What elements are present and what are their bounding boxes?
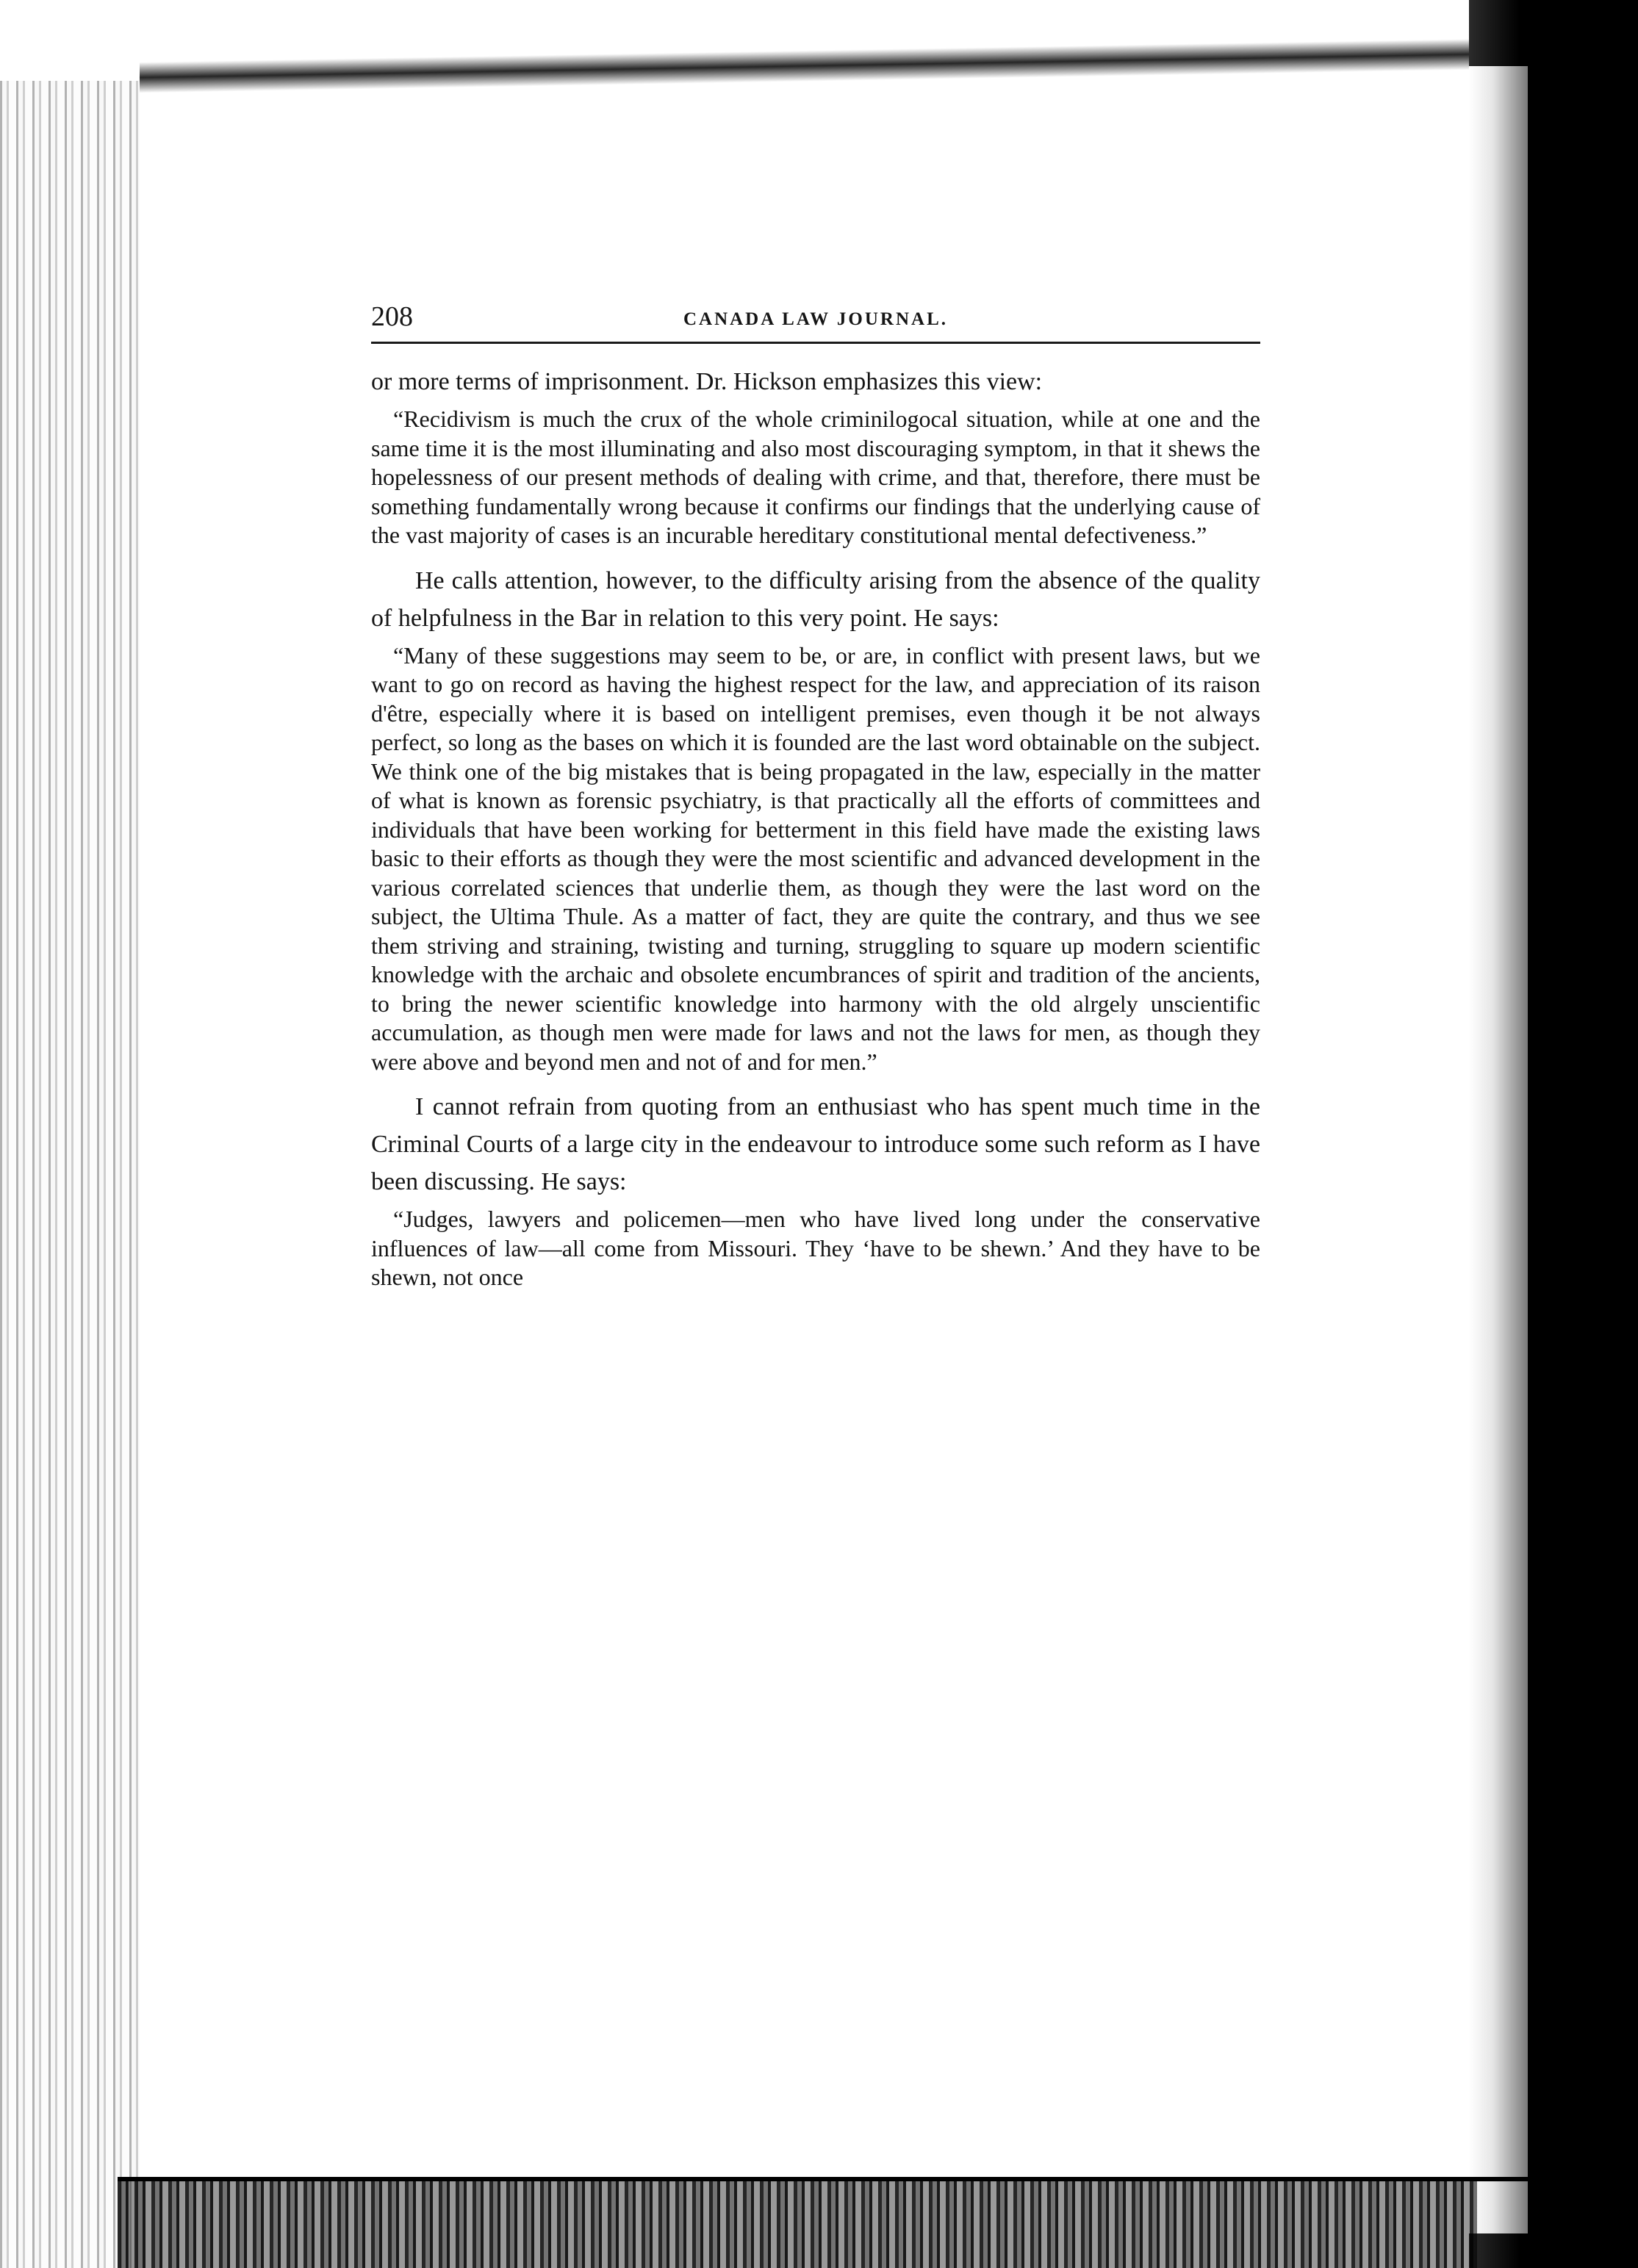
paragraph-enthusiast: I cannot refrain from quoting from an enthusiast who has spent much time in the Criminal Courts of a large city in the endeavour to introduce some such reform as I have been discussing. He says: bbox=[371, 1093, 1260, 1195]
running-head bbox=[371, 290, 1260, 344]
body-text bbox=[371, 363, 1260, 1292]
paragraph-intro: or more terms of imprisonment. Dr. Hickson emphasizes this view: bbox=[371, 368, 1043, 395]
scan-top-border bbox=[140, 17, 1536, 93]
paragraph-bar-helpfulness: He calls attention, however, to the difficulty arising from the absence of the quality of helpfulness in the Bar in relation to this very point. He says: bbox=[371, 566, 1260, 632]
document-page bbox=[371, 290, 1260, 1292]
quote-recidivism: “Recidivism is much the crux of the whole criminilogocal situation, while at one and the same time it is the most illuminating and also most discouraging symptom, in that it shews the hopelessness of our present methods of dealing with crime, and that, therefore, there must be something fundamentally wrong because it confirms our findings that the underlying cause of the vast majority of cases is an incurable hereditary constitutional mental defectiveness.” bbox=[371, 406, 1260, 548]
journal-title: CANADA LAW JOURNAL. bbox=[683, 309, 949, 329]
quote-suggestions: “Many of these suggestions may seem to be, or are, in conflict with present laws, but we want to go on record as having the highest respect for the law, and appreciation of its raison d'être, especially where it is based on intelligent premises, even though it be not always perfect, so long as the bases on which it is founded are the last word obtainable on the subject. We think one of the big mistakes that is being propagated in the law, especially in the matter of what is known as forensic psychiatry, is that practically all the efforts of committees and individuals that have been working for betterment in this field have made the existing laws basic to their efforts as though they were the most scientific and advanced development in the various correlated sciences that underlie them, as though they were the last word on the subject, the Ultima Thule. As a matter of fact, they are quite the contrary, and thus we see them striving and straining, twisting and turning, struggling to square up modern scientific knowledge with the archaic and obsolete encumbrances of spirit and tradition of the ancients, to bring the newer scientific knowledge into harmony with the old alrgely unscientific accumulation, as though men were made for laws and not the laws for men, as though they were above and beyond men and not of and for men.” bbox=[371, 641, 1260, 1075]
scan-right-gutter bbox=[1469, 66, 1528, 2233]
page-number: 208 bbox=[371, 301, 413, 332]
quote-judges-lawyers: “Judges, lawyers and policemen—men who have lived long under the conservative influences of law—all come from Missouri. They ‘have to be shewn.’ And they have to be shewn, not once bbox=[371, 1206, 1260, 1290]
scan-bottom-border bbox=[118, 2180, 1477, 2268]
scan-left-border bbox=[0, 81, 140, 2268]
